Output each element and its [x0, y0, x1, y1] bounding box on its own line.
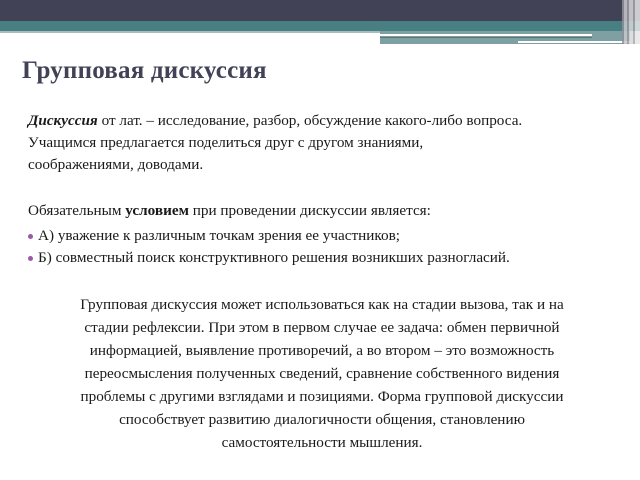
condition-suffix: при проведении дискуссии является: [188, 202, 431, 219]
body-line: способствует развитию диалогичности общения, становлению [119, 411, 525, 428]
body-line: самостоятельности мышления. [221, 434, 423, 451]
condition-bullet-list [28, 225, 510, 269]
bullet-dot-icon [28, 256, 33, 261]
condition-strong: условием [125, 202, 189, 219]
body-line: стадии рефлексии. При этом в первом случае ее задача: обмен первичной [84, 319, 560, 336]
bullet-dot-icon [28, 234, 33, 239]
definition-line-3: соображениями, доводами. [28, 156, 204, 173]
bullet-item [28, 247, 510, 269]
condition-line [28, 200, 431, 222]
body-line: Групповая дискуссия может использоваться как на стадии вызова, так и на [80, 296, 564, 313]
header-right-line-shadow [380, 37, 592, 38]
header-teal-bar [0, 21, 640, 31]
condition-prefix: Обязательным [28, 202, 126, 219]
definition-line-2: Учащимся предлагается поделиться друг с другом знаниями, [28, 134, 424, 151]
body-paragraph [28, 293, 616, 454]
definition-line-1 [28, 110, 628, 132]
body-line: переосмысления полученных сведений, сравнение собственного видения [84, 365, 560, 382]
header-teal-shadow [0, 31, 380, 33]
header-dark-bar [0, 0, 640, 21]
body-line: информацией, выявление противоречий, а во втором – это возможность [89, 342, 555, 359]
header-right-line-short [518, 41, 630, 43]
definition-line-1-text: от лат. – исследование, разбор, обсуждение какого-либо вопроса. [97, 112, 523, 129]
definition-paragraph [28, 110, 628, 176]
slide-title: Групповая дискуссия [22, 57, 267, 84]
bullet-text: Б) совместный поиск конструктивного решения возникших разногласий. [38, 249, 510, 266]
header-right-line [380, 34, 592, 36]
definition-term: Дискуссия [28, 112, 98, 129]
body-line: проблемы с другими взглядами и позициями. Форма групповой дискуссии [80, 388, 564, 405]
bullet-item [28, 225, 510, 247]
header-edge-strips [622, 0, 640, 44]
bullet-text: А) уважение к различным точкам зрения ее участников; [38, 227, 400, 244]
